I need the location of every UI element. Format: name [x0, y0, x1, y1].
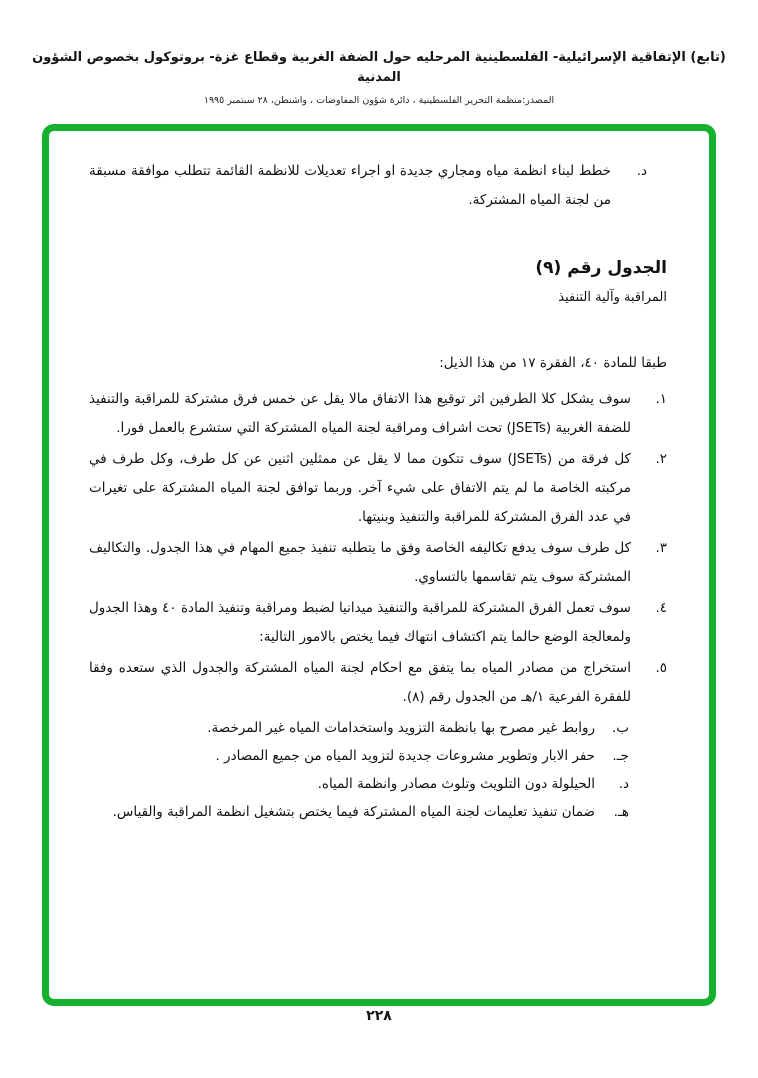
list-item-text: استخراج من مصادر المياه بما يتفق مع احكام لجنة المياه المشتركة والجدول الذي ستعده وفقا للفقرة الفرعية ١/هـ من الجدول رقم (٨). [89, 660, 631, 705]
list-item-marker: ١. [655, 391, 667, 407]
list-item-marker: ٢. [655, 451, 667, 467]
list-item-marker: ٥. [655, 660, 667, 676]
list-item-text: سوف يشكل كلا الطرفين اثر توقيع هذا الاتفاق مالا يقل عن خمس فرق مشتركة للمراقبة والتنفيذ للضفة الغربية (JSETs) تحت اشراف ومراقبة لجنة المياه المشتركة التي ستشرع بالعمل فورا. [89, 391, 631, 436]
list-item-text: حفر الابار وتطوير مشروعات جديدة لتزويد المياه من جميع المصادر . [215, 748, 595, 764]
sub-list-item [89, 742, 629, 770]
page-header-title: (تابع) الإتفاقية الإسرائيلية- الفلسطينية المرحليه حول الضفة الغربية وقطاع غزة- بروتوكول بخصوص الشؤون المدنية [32, 50, 726, 85]
section-title: الجدول رقم (٩) [535, 258, 667, 278]
list-item-text: الحيلولة دون التلويث وتلوث مصادر وانظمة المياه. [317, 776, 595, 792]
list-item-marker: ٤. [655, 600, 667, 616]
list-item-marker: د. [636, 163, 647, 179]
list-item [89, 445, 667, 532]
document-content [49, 131, 709, 826]
section-subtitle: المراقبة وآلية التنفيذ [558, 290, 667, 305]
list-item-text: سوف تعمل الفرق المشتركة للمراقبة والتنفيذ ميدانيا لضبط ومراقبة وتنفيذ المادة ٤٠ وهذا الجدول ولمعالجة الوضع حالما يتم اكتشاف انتهاك فيما يختص بالامور التالية: [89, 600, 631, 645]
list-item-marker: د. [618, 776, 629, 792]
list-item-marker: ٣. [655, 540, 667, 556]
page-number: ٢٢٨ [366, 1008, 392, 1024]
list-item [89, 654, 667, 712]
list-item-text: ضمان تنفيذ تعليمات لجنة المياه المشتركة فيما يختص بتشغيل انظمة المراقبة والقياس. [112, 804, 595, 820]
list-item-marker: ب. [611, 720, 629, 736]
page-header-source: المصدر:منظمة التحرير الفلسطينية ، دائرة شؤون المفاوضات ، واشنطن، ٢٨ سبتمبر ١٩٩٥ [203, 95, 555, 106]
list-item [89, 594, 667, 652]
list-item-marker: هـ. [613, 804, 629, 820]
list-item-text: كل طرف سوف يدفع تكاليفه الخاصة وفق ما يتطلبه تنفيذ جميع المهام في هذا الجدول. والتكاليف المشتركة سوف يتم تقاسمها بالتساوي. [89, 540, 631, 585]
lettered-sub-list [89, 714, 629, 826]
list-item [89, 385, 667, 443]
intro-list-item [89, 157, 647, 215]
list-item-text: روابط غير مصرح بها بانظمة التزويد واستخدامات المياه غير المرخصة. [207, 720, 595, 736]
list-item [89, 534, 667, 592]
sub-list-item [89, 714, 629, 742]
list-item-text: كل فرقة من (JSETs) سوف تتكون مما لا يقل عن ممثلين اثنين عن كل طرف، وكل طرف في مركبته الخاصة ما لم يتم الاتفاق على شيء آخر. وربما توافق لجنة المياه المشتركة على تغيرات في عدد الفرق المشتركة للمراقبة والتنفيذ وبنيتها. [89, 451, 631, 525]
numbered-list [89, 385, 667, 712]
lead-paragraph: طبقا للمادة ٤٠، الفقرة ١٧ من هذا الذيل: [439, 355, 667, 371]
page-header [0, 48, 758, 106]
sub-list-item [89, 770, 629, 798]
list-item-marker: جـ. [612, 748, 629, 764]
list-item-text: خطط لبناء انظمة مياه ومجاري جديدة او اجراء تعديلات للانظمة القائمة تتطلب موافقة مسبقة من لجنة المياه المشتركة. [89, 163, 611, 208]
sub-list-item [89, 798, 629, 826]
content-frame [42, 124, 716, 1006]
